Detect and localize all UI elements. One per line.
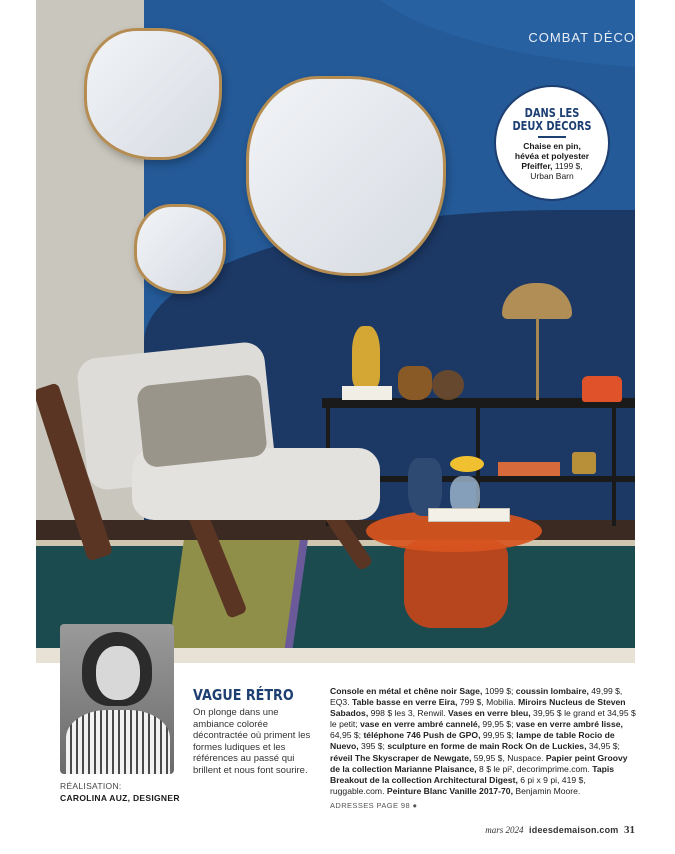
footer-site: ideesdemaison.com bbox=[529, 825, 619, 835]
product-credits bbox=[330, 686, 636, 797]
credit-item-detail: 6 pi x 9 pi, 419 $, ruggable.com. bbox=[330, 774, 586, 796]
portrait-face bbox=[96, 646, 140, 700]
article-heading: VAGUE RÉTRO bbox=[193, 686, 294, 704]
credit-item-name: Peinture Blanc Vanille 2017-70, bbox=[384, 785, 513, 796]
badge-divider bbox=[538, 136, 566, 138]
lamp-stem bbox=[536, 318, 539, 400]
badge-text-rest: 1199 $, Urban Barn bbox=[530, 161, 583, 181]
credit-item-name: sculpture en forme de main Rock On de Luckies, bbox=[384, 741, 587, 752]
page-number: 31 bbox=[624, 824, 635, 836]
credit-item-name: Papier peint Groovy de la collection Marianne Plaisance, bbox=[330, 752, 628, 774]
badge-text bbox=[496, 141, 608, 181]
credit-item-name: lampe de table Rocio de Nuevo, bbox=[330, 730, 615, 752]
credit-item-detail: 8 $ le pi², decorimprime.com. bbox=[476, 763, 590, 774]
lumbar-pillow bbox=[136, 374, 268, 469]
credit-item-name: Vases en verre bleu, bbox=[445, 708, 531, 719]
alarm-clock bbox=[572, 452, 596, 474]
credit-label: RÉALISATION: bbox=[60, 781, 122, 791]
credit-item-detail: 59,95 $, Nuspace. bbox=[471, 752, 544, 763]
books-on-shelf bbox=[498, 462, 560, 476]
badge-title-line1: DANS LES bbox=[524, 106, 580, 120]
yellow-flowers bbox=[450, 456, 484, 472]
credit-item-name: Table basse en verre Eira, bbox=[349, 697, 458, 708]
section-label: COMBAT DÉCO bbox=[528, 30, 635, 45]
rug-border-top bbox=[36, 540, 635, 546]
badge-text-bold: Chaise en pin, hévéa et polyester Pfeiffer, bbox=[514, 141, 590, 171]
credit-item-detail: 34,95 $; bbox=[586, 741, 620, 752]
credit-item-detail: 39,95 $ le grand et 34,95 $ le petit; bbox=[330, 708, 636, 730]
mirror-large bbox=[246, 76, 446, 276]
mirror-small-top bbox=[84, 28, 222, 160]
adresses-reference: ADRESSES PAGE 98 ● bbox=[330, 801, 418, 810]
amber-vase-smooth bbox=[432, 370, 464, 400]
credit-item-name: vase en verre ambré cannelé, bbox=[357, 719, 481, 730]
coffee-table-book bbox=[428, 508, 510, 522]
book-on-console bbox=[342, 386, 392, 400]
credit-item-name: réveil The Skyscraper de Newgate, bbox=[330, 752, 472, 763]
credit-item-detail: 64,95 $; bbox=[330, 730, 362, 741]
credit-item-detail: 998 $ les 3, Renwil. bbox=[368, 708, 446, 719]
credit-item-name: téléphone 746 Push de GPO, bbox=[361, 730, 481, 741]
credit-item-detail: 99,95 $; bbox=[480, 719, 514, 730]
credit-name: CAROLINA AUZ, DESIGNER bbox=[60, 793, 180, 803]
credit-item-name: Tapis Breakout de la collection Architectural Digest, bbox=[330, 763, 615, 785]
mirror-small-bottom bbox=[134, 204, 226, 294]
credit-item-detail: 1099 $; bbox=[482, 686, 514, 696]
adresses-text: ADRESSES PAGE 98 bbox=[330, 801, 411, 810]
red-telephone bbox=[582, 376, 622, 402]
portrait-body bbox=[66, 710, 170, 774]
credit-item-detail: 395 $; bbox=[358, 741, 385, 752]
designer-portrait bbox=[60, 624, 174, 774]
page-footer bbox=[485, 824, 635, 836]
hand-sculpture bbox=[352, 326, 380, 388]
credit-item-name: coussin lombaire, bbox=[513, 686, 589, 696]
credit-item-name: Miroirs Nucleus de Steven Sabados, bbox=[330, 697, 626, 719]
credit-item-detail: Benjamin Moore. bbox=[512, 785, 581, 796]
footer-month: mars 2024 bbox=[485, 825, 524, 835]
credit-item-detail: 99,95 $; bbox=[480, 730, 514, 741]
console-leg bbox=[612, 406, 616, 526]
credit-item-detail: 49,99 $, EQ3. bbox=[330, 686, 623, 708]
product-badge bbox=[496, 87, 608, 199]
credit-item-detail: 799 $, Mobilia. bbox=[457, 697, 516, 708]
credit-item-name: vase en verre ambré lisse, bbox=[513, 719, 623, 730]
credit-item-name: Console en métal et chêne noir Sage, bbox=[330, 686, 483, 696]
badge-title-line2: DEUX DÉCORS bbox=[512, 119, 592, 133]
coffee-table-base bbox=[404, 540, 508, 628]
amber-vase-fluted bbox=[398, 366, 432, 400]
article-intro: On plonge dans une ambiance colorée décontractée où priment les formes ludiques et les références au passé qui brillent et nous font sourire. bbox=[193, 707, 311, 776]
